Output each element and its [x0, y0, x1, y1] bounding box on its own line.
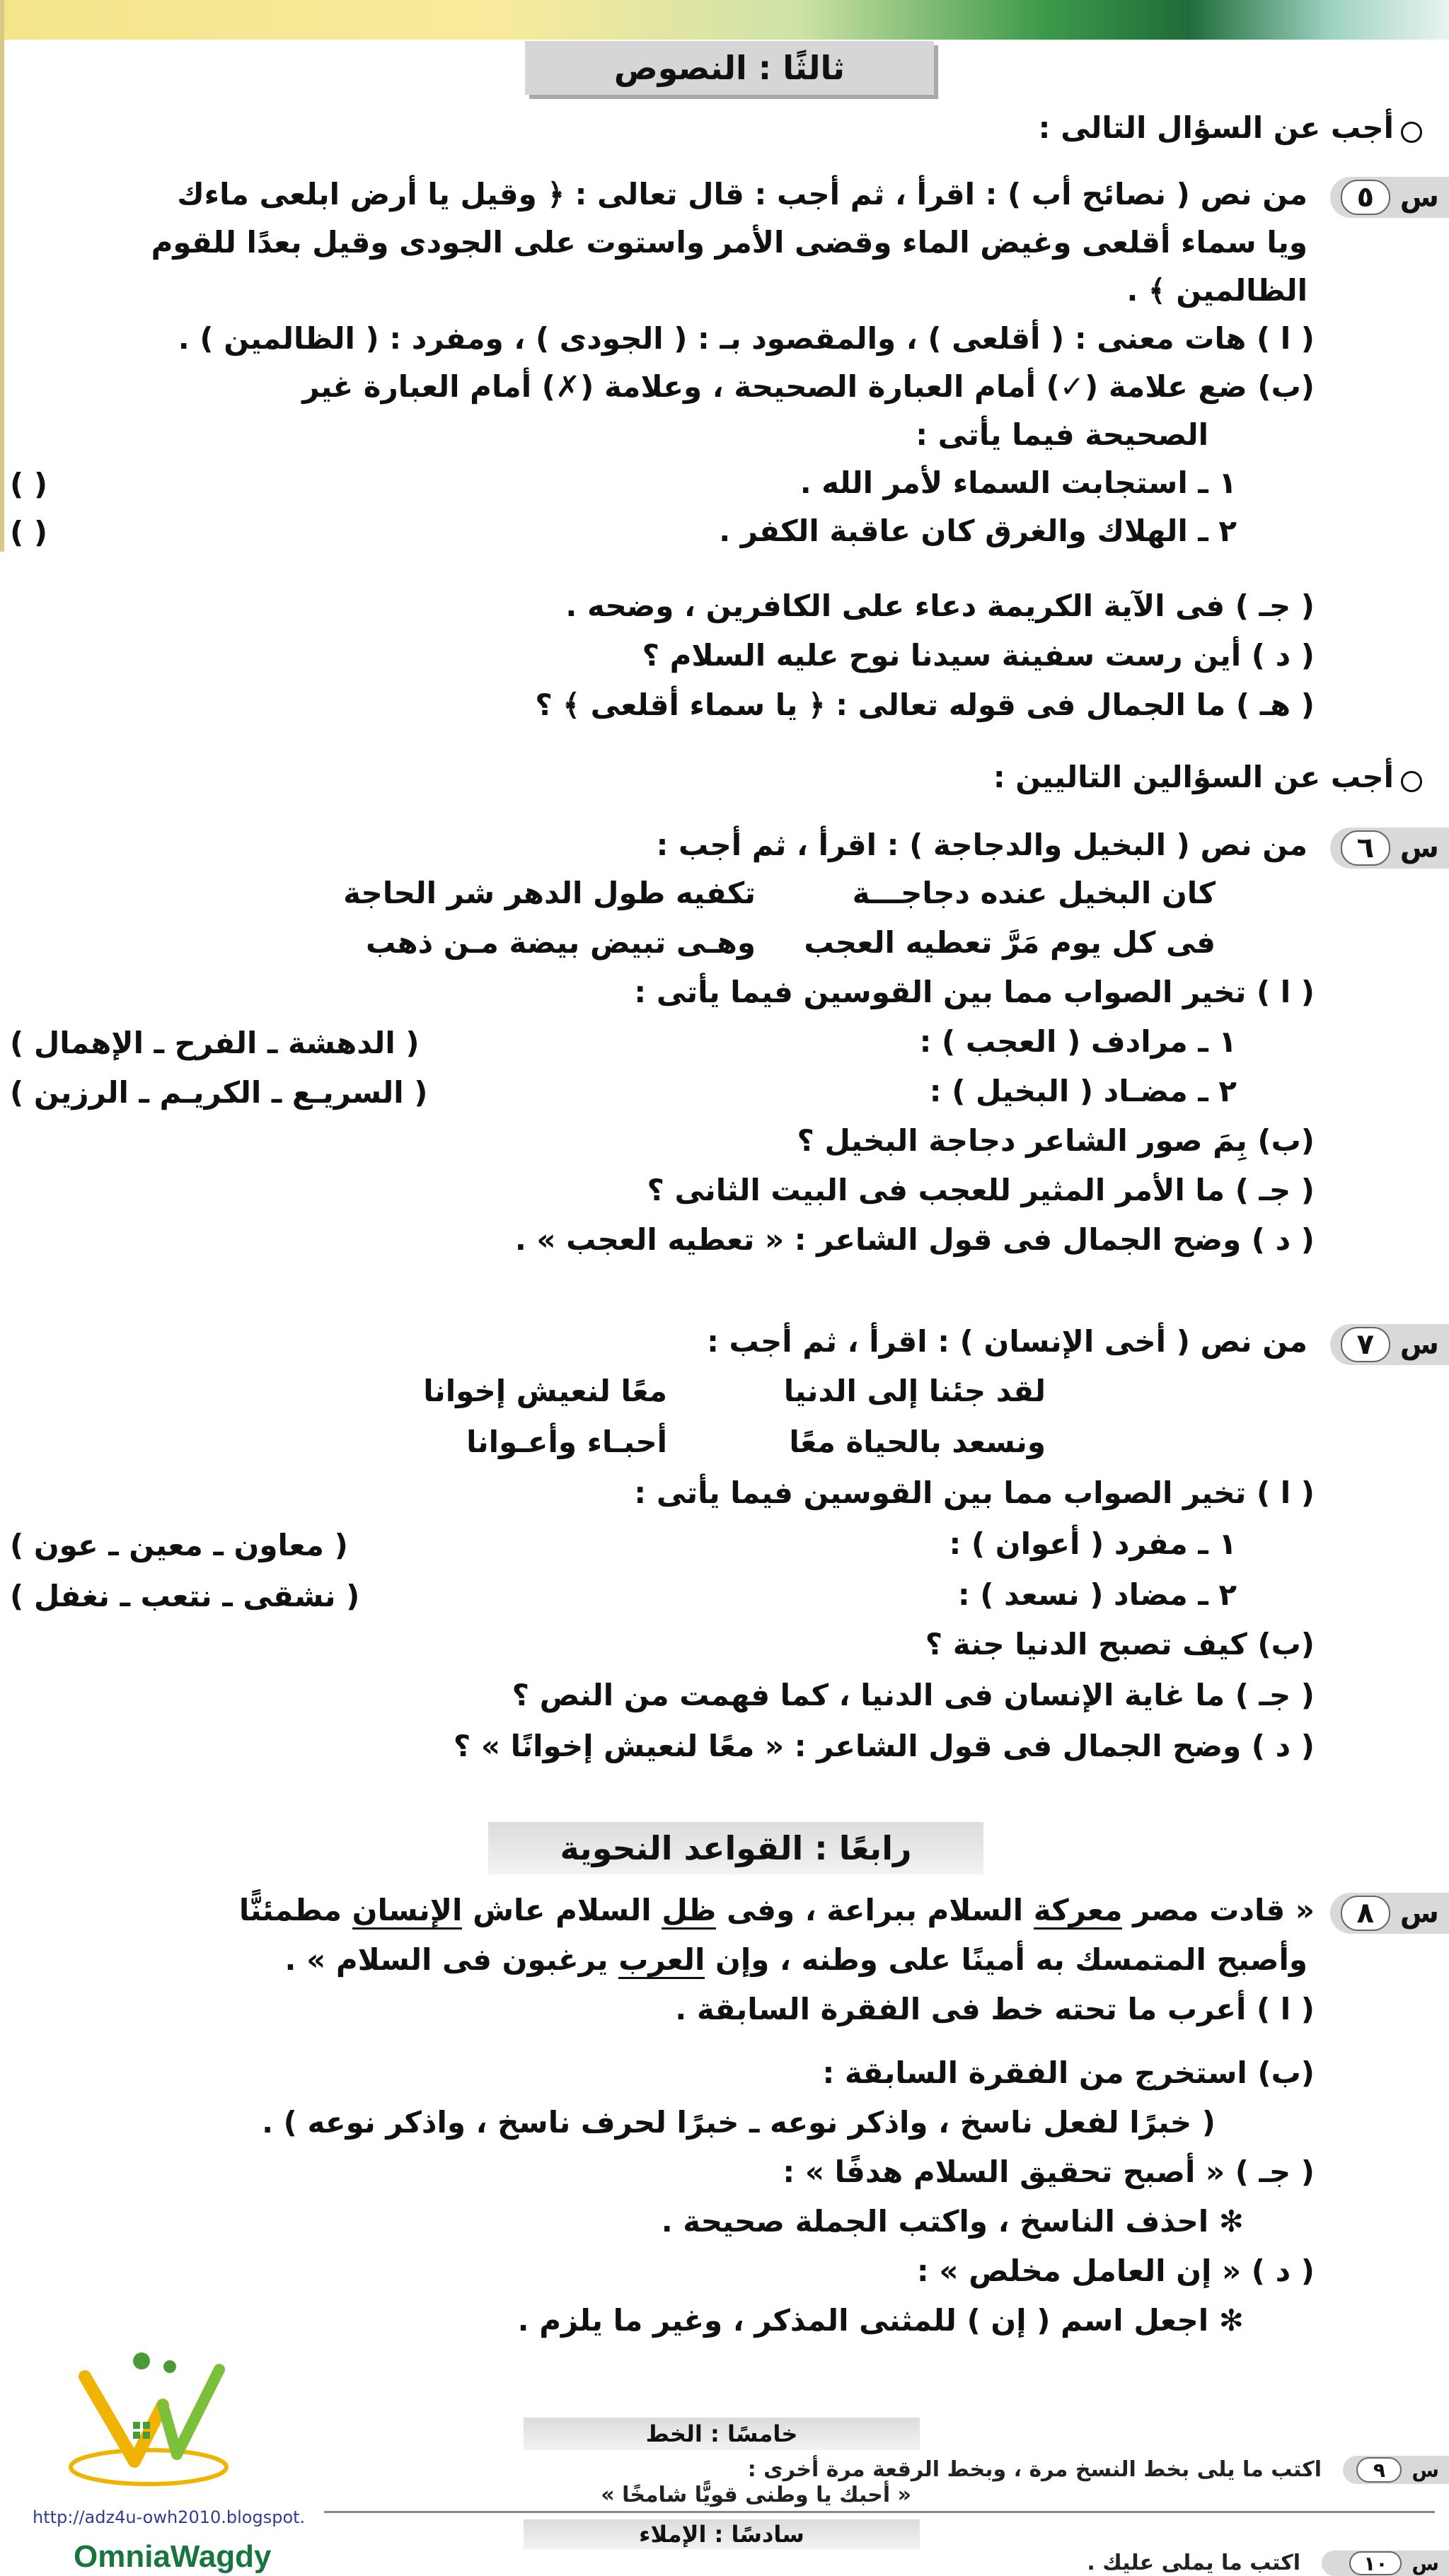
decorative-top-band: [0, 0, 1449, 40]
divider-line: [324, 2511, 1435, 2513]
q5-statement-1: ١ ـ استجابت السماء لأمر الله .: [799, 465, 1237, 500]
q8-part-b-detail: ( خبرًا لفعل ناسخ ، واذكر نوعه ـ خبرًا لحرف ناسخ ، واذكر نوعه ) .: [262, 2105, 1216, 2140]
q6-line-1: من نص ( البخيل والدجاجة ) : اقرأ ، ثم أجب :: [656, 828, 1307, 862]
q7-part-b: (ب) كيف تصبح الدنيا جنة ؟: [925, 1627, 1315, 1661]
q5-line-2: ويا سماء أقلعى وغيض الماء وقضى الأمر واستوت على الجودى وقيل بعدًا للقوم: [151, 225, 1307, 260]
instruction-1: أجب عن السؤال التالى :: [1038, 110, 1394, 145]
question-badge-10: س ١٠: [1322, 2551, 1449, 2576]
q5-part-e: ( هـ ) ما الجمال فى قوله تعالى : ﴿ يا سماء أقلعى ﴾ ؟: [535, 687, 1315, 722]
q6-item-2-options: ( السريـع ـ الكريـم ـ الرزين ): [10, 1075, 428, 1110]
question-badge-6: س ٦: [1330, 828, 1449, 869]
underlined-word: معركة: [1034, 1893, 1123, 1930]
question-badge-8: س ٨: [1330, 1893, 1449, 1934]
q7-verse-2a: ونسعد بالحياة معًا: [789, 1425, 1046, 1459]
q8-part-d: ( د ) « إن العامل مخلص » :: [916, 2253, 1315, 2288]
q5-statement-2: ٢ ـ الهلاك والغرق كان عاقبة الكفر .: [719, 514, 1237, 548]
q5-line-3: الظالمين ﴾ .: [1126, 273, 1307, 308]
q6-part-d: ( د ) وضح الجمال فى قول الشاعر : « تعطيه العجب » .: [514, 1222, 1315, 1257]
q5-part-d: ( د ) أين رست سفينة سيدنا نوح عليه السلام ؟: [642, 638, 1315, 673]
q7-item-2-options: ( نشقى ـ نتعب ـ نغفل ): [10, 1579, 360, 1613]
underlined-word: العرب: [618, 1942, 705, 1979]
q8-line-2: وأصبح المتمسك به أمينًا على وطنه ، وإن العرب يرغبون فى السلام » .: [285, 1944, 1307, 1976]
question-badge-5: س ٥: [1330, 177, 1449, 218]
q7-part-a: ( ا ) تخير الصواب مما بين القوسين فيما يأتى :: [634, 1475, 1315, 1510]
q7-item-1-options: ( معاون ـ معين ـ عون ): [10, 1528, 348, 1562]
site-logo-icon: [57, 2348, 241, 2490]
q6-item-2: ٢ ـ مضـاد ( البخيل ) :: [929, 1074, 1237, 1108]
q5-part-b-2: الصحيحة فيما يأتى :: [916, 417, 1208, 452]
footer-brand: OmniaWagdy: [74, 2539, 272, 2574]
q8-part-a: ( ا ) أعرب ما تحته خط فى الفقرة السابقة .: [675, 1992, 1315, 2026]
section-title-texts: ثالثًا : النصوص: [525, 41, 934, 95]
section-title-handwriting: خامسًا : الخط: [524, 2418, 920, 2450]
bullet-circle: [1401, 122, 1422, 143]
instruction-2: أجب عن السؤالين التاليين :: [993, 760, 1394, 794]
q6-item-1-options: ( الدهشة ـ الفرح ـ الإهمال ): [10, 1026, 420, 1060]
footer-url: http://adz4u-owh2010.blogspot.: [33, 2507, 306, 2527]
q8-part-c-task: ✻ احذف الناسخ ، واكتب الجملة صحيحة .: [661, 2204, 1244, 2239]
q7-part-c: ( جـ ) ما غاية الإنسان فى الدنيا ، كما فهمت من النص ؟: [512, 1678, 1315, 1712]
q6-item-1: ١ ـ مرادف ( العجب ) :: [919, 1024, 1237, 1059]
decorative-left-bar: [0, 0, 4, 552]
q5-part-a: ( ا ) هات معنى : ( أقلعى ) ، والمقصود بـ : ( الجودى ) ، ومفرد : ( الظالمين ) .: [178, 321, 1315, 356]
q5-part-b-1: (ب) ضع علامة (✓) أمام العبارة الصحيحة ، وعلامة (✗) أمام العبارة غير: [302, 369, 1315, 404]
q10-line-1: اكتب ما يملى عليك .: [1087, 2551, 1300, 2575]
underlined-word: ظل: [662, 1893, 716, 1930]
q6-part-a: ( ا ) تخير الصواب مما بين القوسين فيما يأتى :: [634, 975, 1315, 1009]
q6-part-b: (ب) بِمَ صور الشاعر دجاجة البخيل ؟: [797, 1123, 1315, 1158]
underlined-word: الإنسان: [352, 1893, 463, 1930]
q7-item-2: ٢ ـ مضاد ( نسعد ) :: [957, 1577, 1237, 1612]
q6-verse-1b: تكفيه طول الدهر شر الحاجة: [343, 876, 756, 910]
q7-line-1: من نص ( أخى الإنسان ) : اقرأ ، ثم أجب :: [707, 1324, 1307, 1359]
bullet-circle: [1401, 771, 1422, 792]
section-title-dictation: سادسًا : الإملاء: [524, 2519, 920, 2549]
q5-answer-paren-1: ( ): [10, 467, 48, 501]
q5-line-1: من نص ( نصائح أب ) : اقرأ ، ثم أجب : قال تعالى : ﴿ وقيل يا أرض ابلعى ماءك: [177, 177, 1307, 211]
q8-line-1: « قادت مصر معركة السلام ببراعة ، وفى ظل السلام عاش الإنسان مطمئنًّا: [239, 1894, 1315, 1927]
q7-verse-1a: لقد جئنا إلى الدنيا: [783, 1374, 1046, 1408]
q6-verse-2b: وهـى تبيض بيضة مـن ذهب: [366, 925, 756, 960]
q6-verse-2a: فى كل يوم مَرَّ تعطيه العجب: [804, 925, 1216, 960]
q6-part-c: ( جـ ) ما الأمر المثير للعجب فى البيت الثانى ؟: [647, 1173, 1315, 1207]
q7-part-d: ( د ) وضح الجمال فى قول الشاعر : « معًا لنعيش إخوانًا » ؟: [453, 1729, 1315, 1763]
question-badge-9: س ٩: [1343, 2456, 1449, 2484]
q8-part-c: ( جـ ) « أصبح تحقيق السلام هدفًا » :: [783, 2154, 1315, 2189]
q5-answer-paren-2: ( ): [10, 515, 48, 550]
q6-verse-1a: كان البخيل عنده دجاجـــة: [852, 876, 1216, 910]
question-badge-7: س ٧: [1330, 1324, 1449, 1365]
q7-item-1: ١ ـ مفرد ( أعوان ) :: [949, 1526, 1237, 1561]
q8-part-d-task: ✻ اجعل اسم ( إن ) للمثنى المذكر ، وغير ما يلزم .: [517, 2303, 1244, 2338]
q9-line-1: اكتب ما يلى بخط النسخ مرة ، وبخط الرقعة مرة أخرى :: [747, 2457, 1322, 2482]
q9-line-2: « أحبك يا وطنى قويًّا شامخًا »: [601, 2483, 911, 2507]
q7-verse-1b: معًا لنعيش إخوانا: [423, 1374, 667, 1408]
q7-verse-2b: أحبـاء وأعـوانا: [466, 1425, 667, 1459]
section-title-grammar: رابعًا : القواعد النحوية: [488, 1822, 983, 1874]
q8-part-b: (ب) استخرج من الفقرة السابقة :: [822, 2055, 1315, 2090]
q5-part-c: ( جـ ) فى الآية الكريمة دعاء على الكافرين ، وضحه .: [565, 588, 1315, 623]
